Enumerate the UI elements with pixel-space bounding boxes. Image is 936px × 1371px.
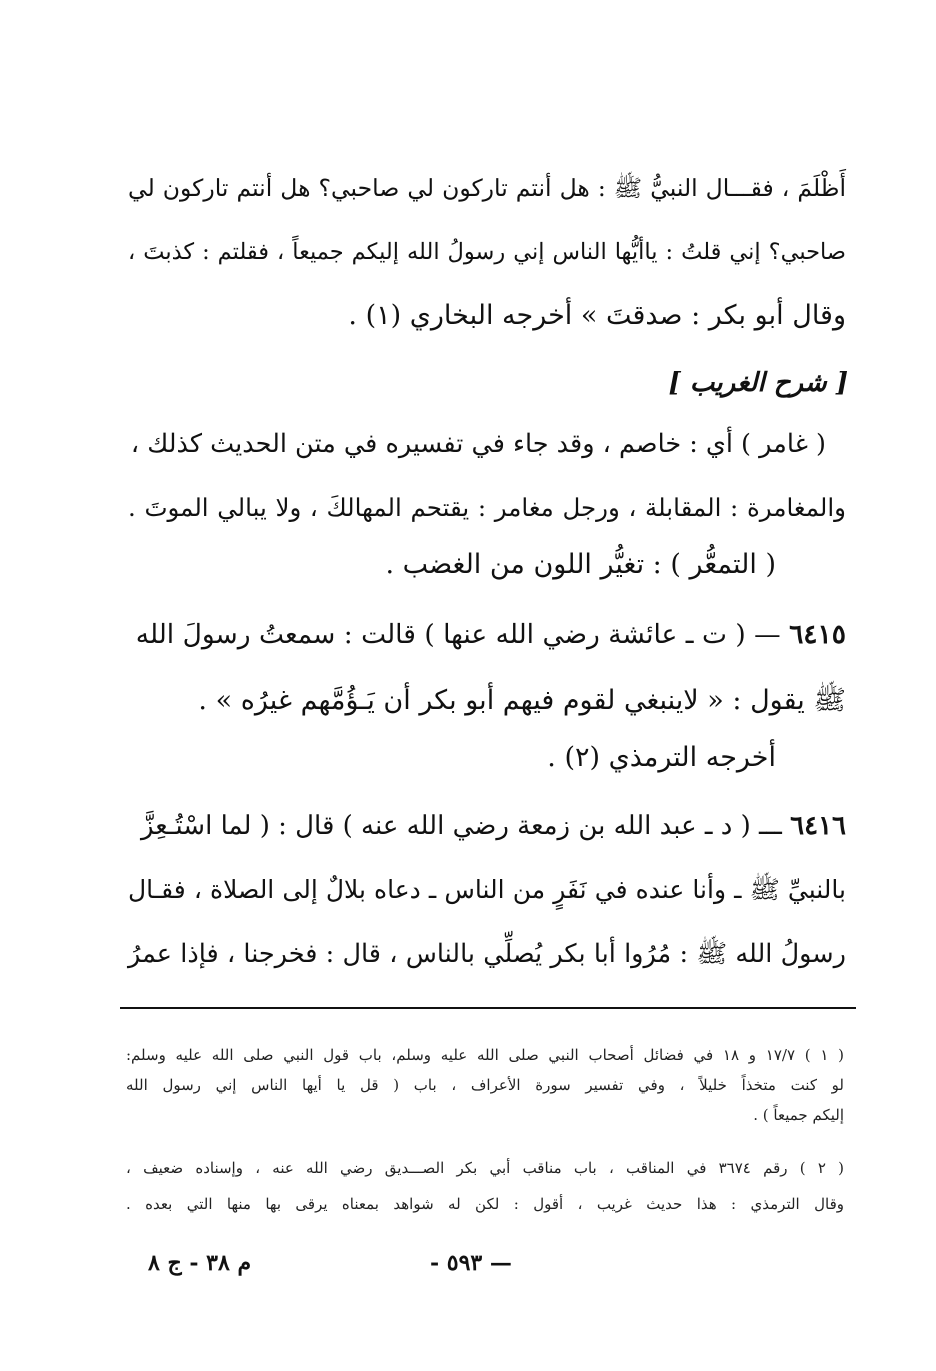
hadith-number: ٦٤١٦ [790, 811, 846, 841]
hadith-text: — ( ت ـ عائشة رضي الله عنها ) قالت : سمعتُ رسولَ الله [135, 619, 781, 650]
hadith-6416-line-1 [128, 808, 846, 844]
signature-mark: م ٣٨ - ج ٨ [148, 1250, 252, 1276]
body-line-1: أَظْلَمَ ، فقـــال النبيُّ ﷺ : هل أنتم تاركون لي صاحبي؟ هل أنتم تاركون لي [128, 174, 846, 202]
gloss-line-3: ( التمعُّر ) : تغيُّر اللون من الغضب . [385, 549, 776, 580]
page-number: — ٥٩٣ - [430, 1250, 512, 1276]
hadith-6415-line-1 [128, 617, 846, 653]
body-line-2: صاحبي؟ إني قلتُ : ياأيُّها الناس إني رسولُ الله إليكم جميعاً ، فقلتم : كذبتَ ، [128, 239, 846, 265]
footnote-1-line-3: إليكم جميعاً ) . [753, 1106, 844, 1124]
footnote-2-line-1: ( ٢ ) رقم ٣٦٧٤ في المناقب ، باب مناقب أبي بكر الصـــديق رضي الله عنه ، وإسناده ضعيف ، [126, 1159, 844, 1177]
footnote-1-line-2: لو كنت متخذاً خليلاً ، وفي تفسير سورة الأعراف ، باب ( قل يا أيها الناس إني رسول الله [126, 1076, 844, 1094]
footnote-1-line-1: ( ١ ) ١٧/٧ و ١٨ في فضائل أصحاب النبي صلى الله عليه وسلم، باب قول النبي صلى الله عليه وسلم: [126, 1046, 845, 1064]
footnote-2-line-2: وقال الترمذي : هذا حديث غريب ، أقول : لكن له شواهد بمعناه يرقى بها منها التي بعده . [126, 1195, 844, 1213]
gloss-line-2: والمغامرة : المقابلة ، ورجل مغامر : يقتحم المهالكَ ، ولا يبالي الموتَ . [128, 493, 846, 522]
hadith-text: ـــ ( د ـ عبد الله بن زمعة رضي الله عنه ) قال : ( لما اسْتُـعِزَّ [140, 811, 782, 841]
hadith-6415-line-2: ﷺ يقول : « لاينبغي لقوم فيهم أبو بكر أن يَـؤُمَّهم غيرُه » . [198, 685, 846, 716]
hadith-6415-line-3: أخرجه الترمذي (٢) . [547, 742, 776, 773]
footnote-separator [120, 1007, 856, 1009]
body-line-3: وقال أبو بكر : صدقتَ » أخرجه البخاري (١) . [348, 300, 846, 331]
hadith-number: ٦٤١٥ [789, 619, 846, 650]
hadith-6416-line-3: رسولُ الله ﷺ : مُرُوا أبا بكر يُصلِّي بالناس ، قال : فخرجنا ، فإذا عمرُ [128, 939, 846, 969]
section-heading: [ شرح الغريب ] [668, 368, 848, 398]
gloss-line-1: ( غامر ) أي : خاصم ، وقد جاء في تفسيره في متن الحديث كذلك ، [130, 429, 826, 459]
hadith-6416-line-2: بالنبيِّ ﷺ ـ وأنا عنده في نَفَرٍ من الناس ـ دعاه بلالٌ إلى الصلاة ، فقـال [128, 875, 846, 904]
